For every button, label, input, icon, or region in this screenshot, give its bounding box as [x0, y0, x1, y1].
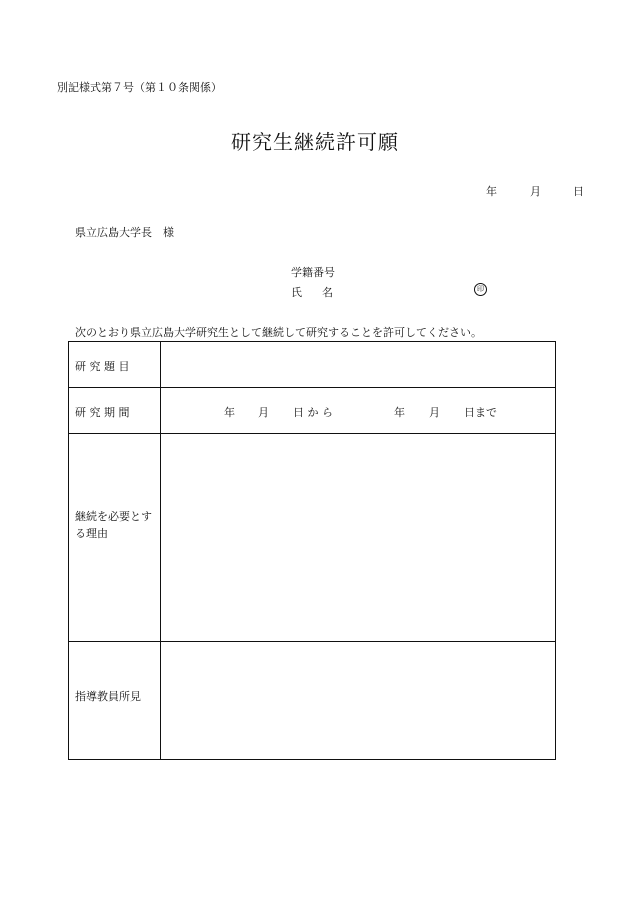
- form-number: 別記様式第７号（第１０条関係）: [57, 81, 222, 94]
- addressee: 県立広島大学長 様: [75, 226, 174, 239]
- document-title: 研究生継続許可願: [231, 130, 399, 154]
- request-statement: 次のとおり県立広島大学研究生として継続して研究することを許可してください。: [75, 326, 482, 339]
- row-divider: [69, 387, 555, 388]
- application-table: [68, 341, 556, 760]
- period-from-year: 年: [224, 406, 235, 419]
- row-divider: [69, 641, 555, 642]
- name-label-second: 名: [322, 286, 333, 299]
- date-month-label: 月: [530, 185, 541, 198]
- period-to-month: 月: [429, 406, 440, 419]
- continuation-reason-label: 継続を必要とする理由: [75, 510, 152, 540]
- period-to-year: 年: [394, 406, 405, 419]
- period-from-month: 月: [258, 406, 269, 419]
- name-label-first: 氏: [291, 286, 302, 299]
- label-column-divider: [160, 342, 161, 759]
- research-period-label: 研 究 期 間: [75, 406, 130, 419]
- seal-mark-icon: 印: [474, 283, 487, 296]
- student-number-label: 学籍番号: [291, 266, 335, 279]
- row-divider: [69, 433, 555, 434]
- date-year-label: 年: [486, 185, 497, 198]
- research-topic-label: 研 究 題 目: [75, 360, 130, 373]
- advisor-opinion-label: 指導教員所見: [75, 690, 141, 703]
- period-to-day: 日まで: [464, 406, 497, 419]
- period-from-day: 日 か ら: [293, 406, 333, 419]
- date-day-label: 日: [573, 185, 584, 198]
